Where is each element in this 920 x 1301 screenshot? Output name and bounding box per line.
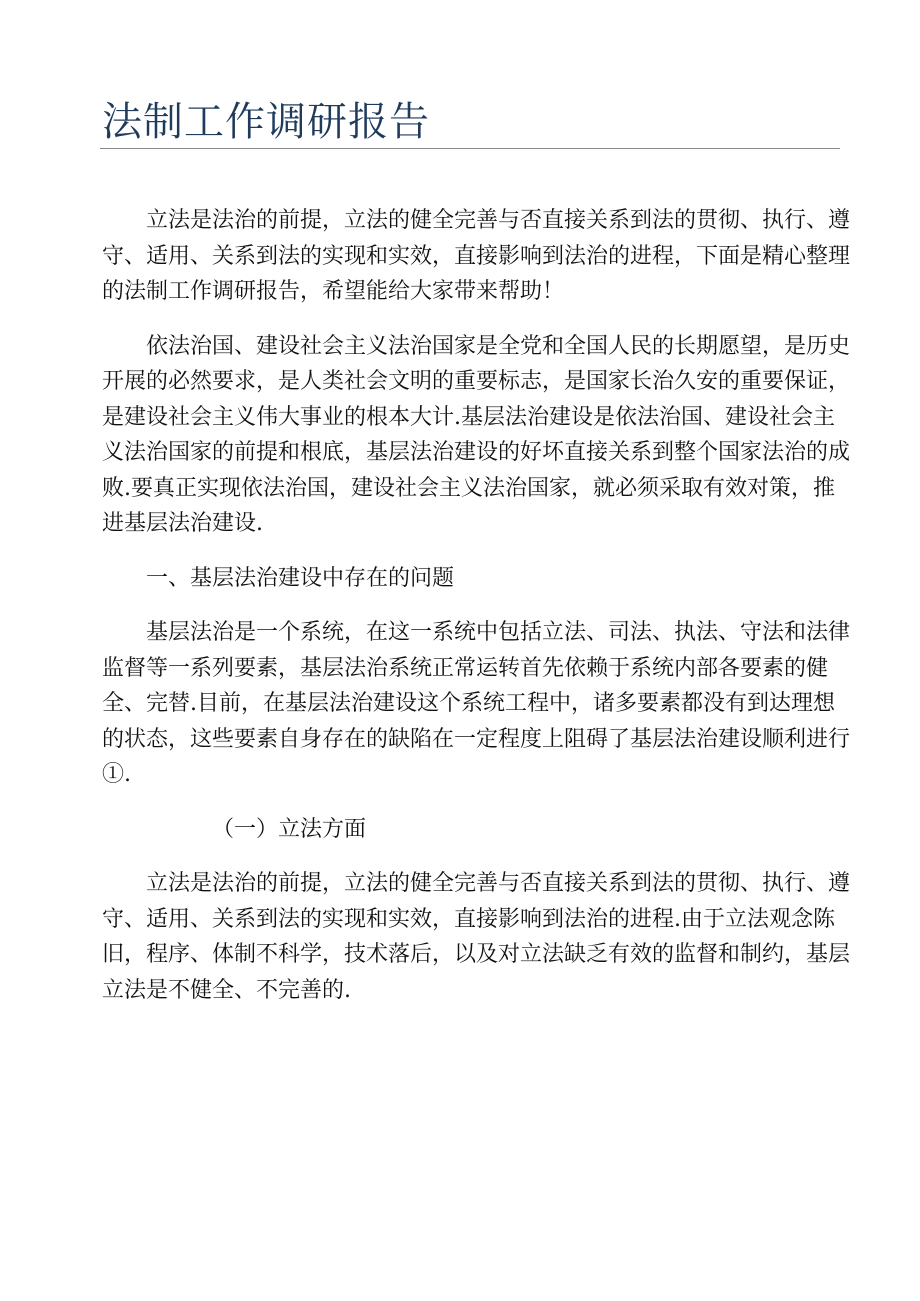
body-paragraph: 基层法治是一个系统，在这一系统中包括立法、司法、执法、守法和法律监督等一系列要素，基层法治系统正常运转首先依赖于系统内部各要素的健全、完替.目前，在基层法治建设这个系统工程中，诸多要素都没有到达理想的状态，这些要素自身存在的缺陷在一定程度上阻碍了基层法治建设顺利进行①. — [102, 620, 851, 787]
body-paragraph: 立法是法治的前提，立法的健全完善与否直接关系到法的贯彻、执行、遵守、适用、关系到法的实现和实效，直接影响到法治的进程.由于立法观念陈旧，程序、体制不科学，技术落后，以及对立法缺乏有效的监督和制约，基层立法是不健全、不完善的. — [102, 871, 851, 1003]
body-paragraph: 依法治国、建设社会主义法治国家是全党和全国人民的长期愿望，是历史开展的必然要求，是人类社会文明的重要标志，是国家长治久安的重要保证，是建设社会主义伟大事业的根本大计.基层法治建设是依法治国、建设社会主义法治国家的前提和根底，基层法治建设的好坏直接关系到整个国家法治的成败.要真正实现依法治国，建设社会主义法治国家，就必须采取有效对策，推进基层法治建设. — [102, 333, 851, 536]
intro-paragraph: 立法是法治的前提，立法的健全完善与否直接关系到法的贯彻、执行、遵守、适用、关系到法的实现和实效，直接影响到法治的进程，下面是精心整理的法制工作调研报告，希望能给大家带来帮助！ — [102, 208, 851, 304]
subsection-heading: （一）立法方面 — [212, 816, 367, 842]
section-heading: 一、基层法治建设中存在的问题 — [146, 565, 455, 591]
title-divider — [100, 148, 840, 149]
document-body — [102, 203, 850, 1027]
document-title: 法制工作调研报告 — [102, 99, 430, 145]
